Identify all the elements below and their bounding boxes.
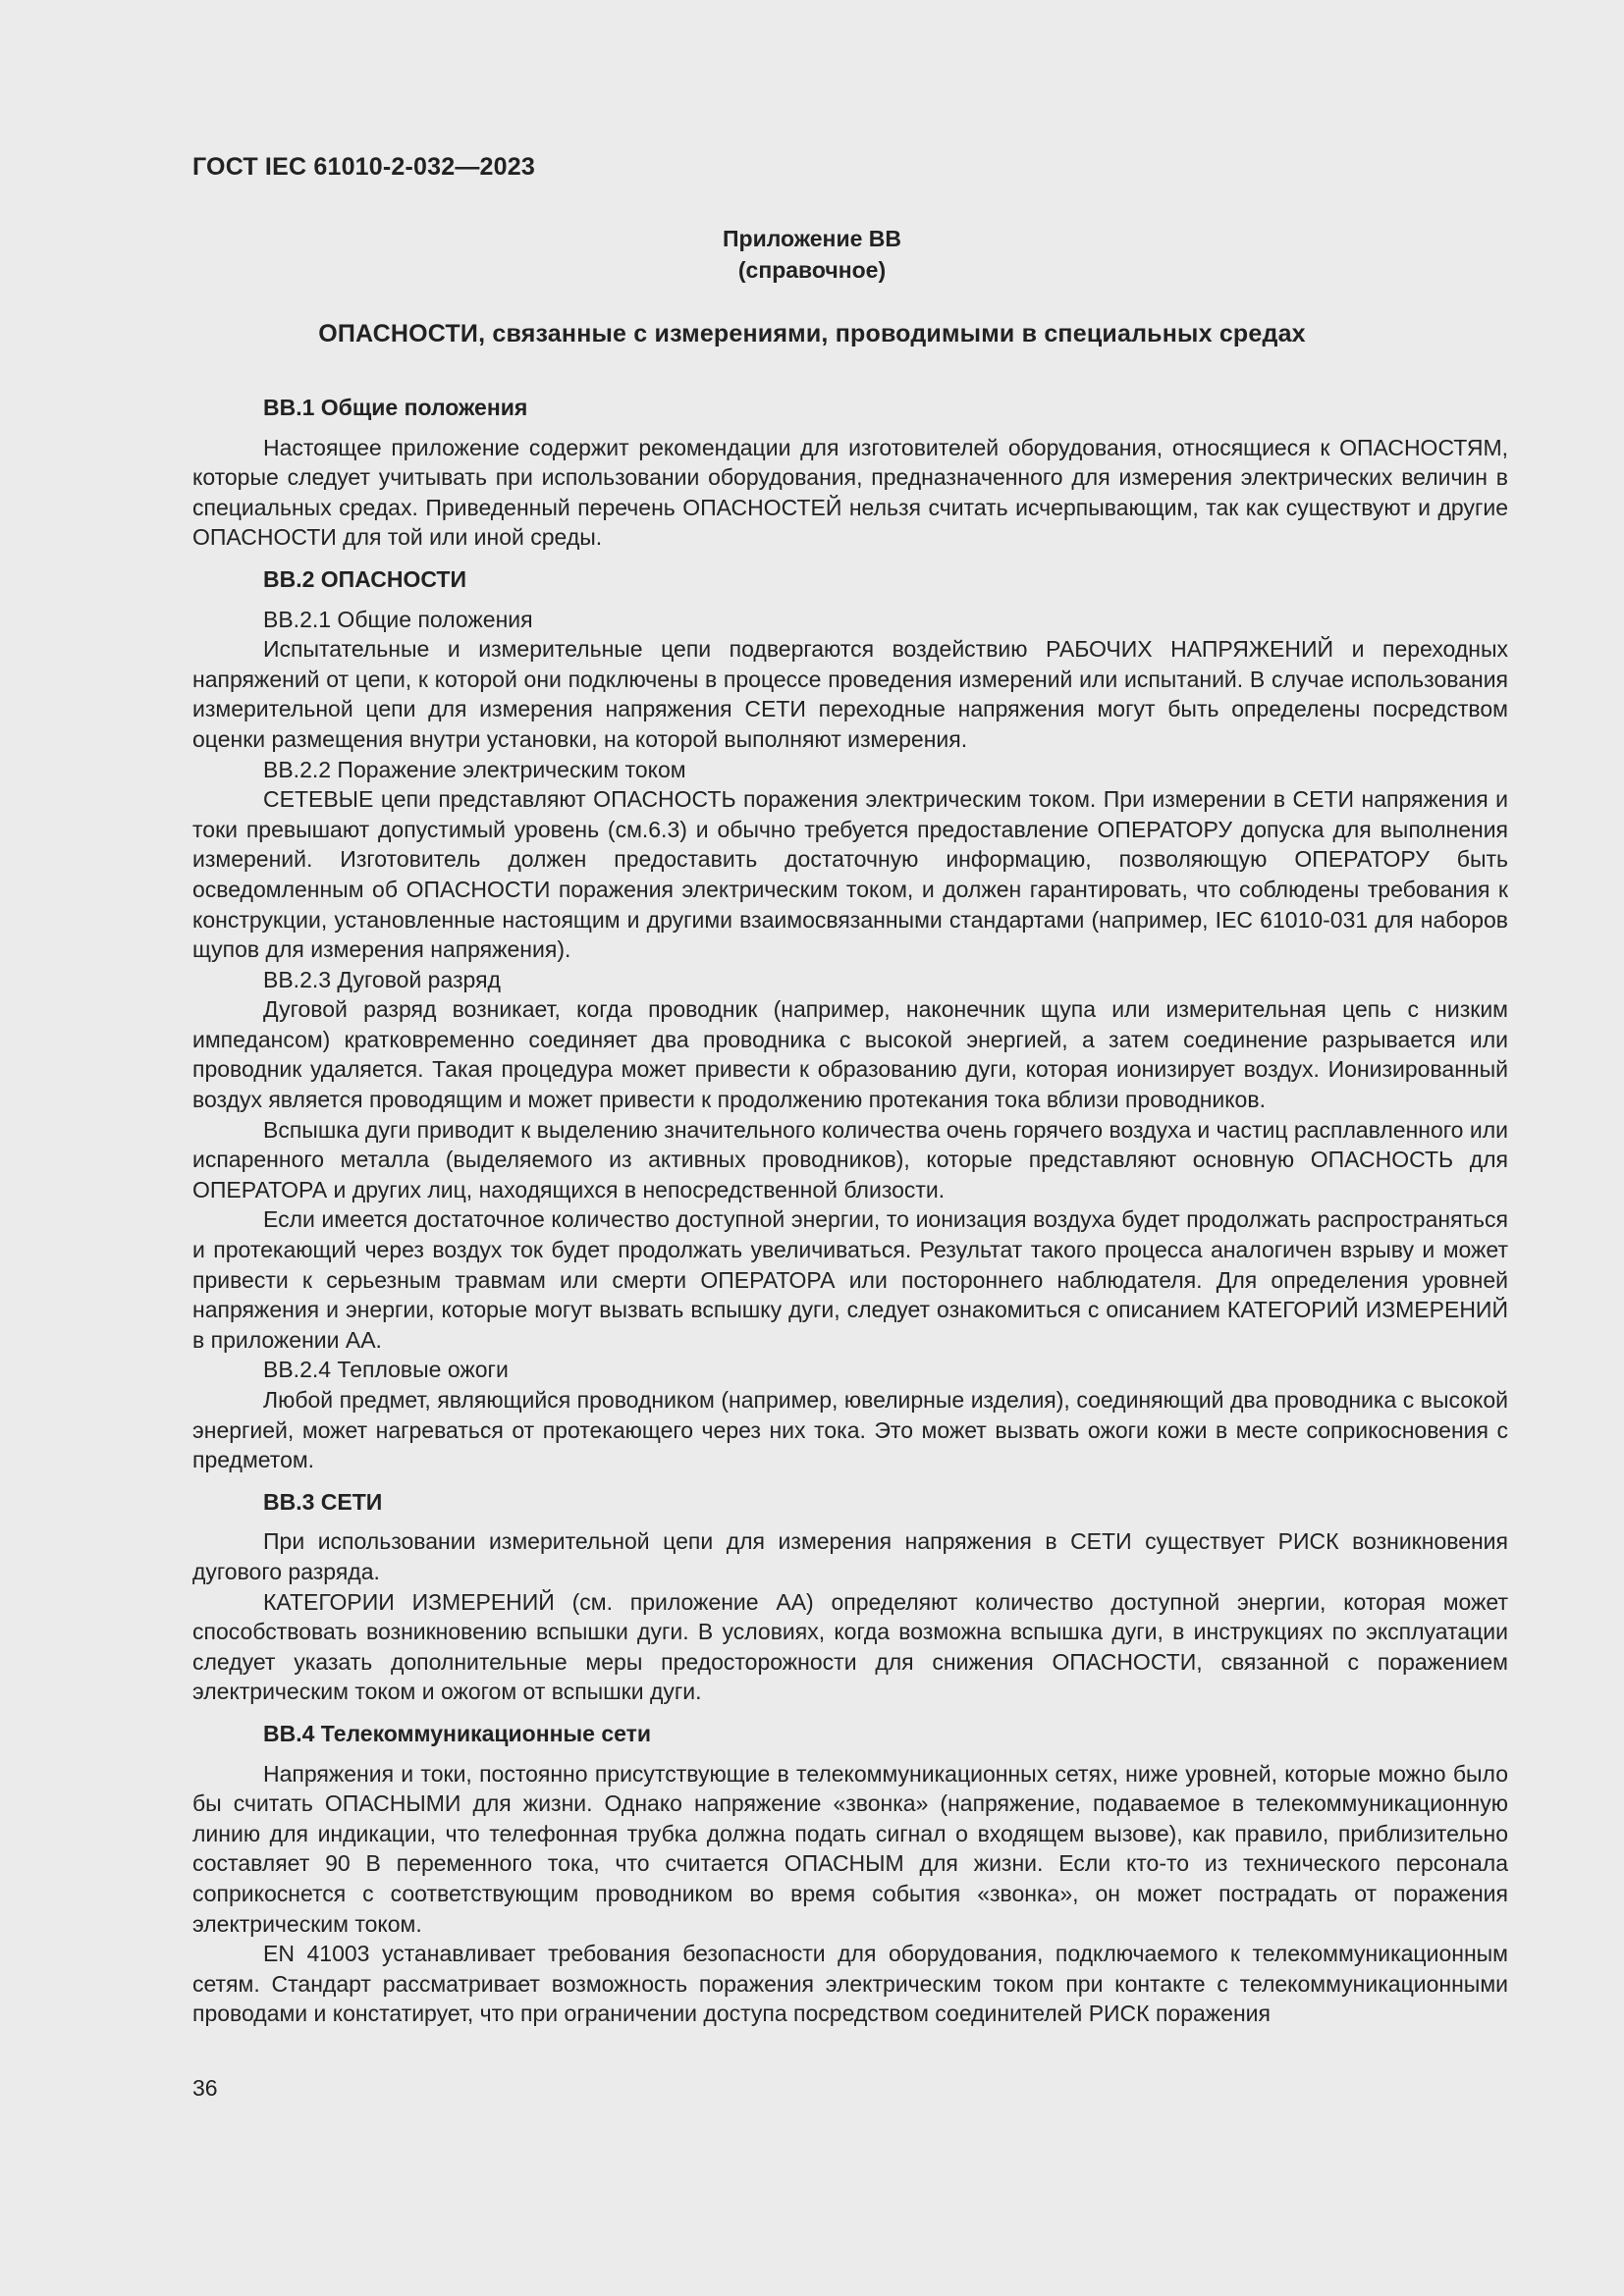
subsection-heading-bb2-2: ВВ.2.2 Поражение электрическим током (263, 756, 686, 782)
paragraph: Любой предмет, являющийся проводником (например, ювелирные изделия), соединяющий два проводника с высокой энергией, может нагреваться от протекающего через них тока. Это может вызвать ожоги кожи в месте соприкосновения с предметом. (192, 1387, 1508, 1473)
paragraph: При использовании измерительной цепи для измерения напряжения в СЕТИ существует РИСК возникновения дугового разряда. (192, 1528, 1508, 1584)
paragraph: Вспышка дуги приводит к выделению значительного количества очень горячего воздуха и частиц расплавленного или испаренного металла (выделяемого из активных проводников), которые представляют основную ОПАСНОСТЬ для ОПЕРАТОРА и других лиц, находящихся в непосредственной близости. (192, 1116, 1508, 1202)
paragraph: Если имеется достаточное количество доступной энергии, то ионизация воздуха будет продолжать распространяться и протекающий через воздух ток будет продолжать увеличиваться. Результат такого процесса аналогичен взрыву и может привести к серьезным травмам или смерти ОПЕРАТОРА или постороннего наблюдателя. Для определения уровней напряжения и энергии, которые могут вызвать вспышку дуги, следует ознакомиться с описанием КАТЕГОРИЙ ИЗМЕРЕНИЙ в приложении АА. (192, 1206, 1508, 1353)
paragraph: КАТЕГОРИИ ИЗМЕРЕНИЙ (см. приложение АА) определяют количество доступной энергии, которая может способствовать возникновению вспышки дуги. В условиях, когда возможна вспышка дуги, в инструкциях по эксплуатации следует указать дополнительные меры предосторожности для снижения ОПАСНОСТИ, связанной с поражением электрическим током и ожогом от вспышки дуги. (192, 1588, 1508, 1705)
annex-status: (справочное) (737, 257, 887, 283)
paragraph: СЕТЕВЫЕ цепи представляют ОПАСНОСТЬ поражения электрическим током. При измерении в СЕТИ напряжения и токи превышают допустимый уровень (см.6.3) и обычно требуется предоставление ОПЕРАТОРУ допуска для выполнения измерений. Изготовитель должен предоставить достаточную информацию, позволяющую ОПЕРАТОРУ быть осведомленным об ОПАСНОСТИ поражения электрическим током, и должен гарантировать, что соблюдены требования к конструкции, установленные настоящим и другими взаимосвязанными стандартами (например, IEC 61010-031 для наборов щупов для измерения напряжения). (192, 786, 1508, 963)
document-title: ОПАСНОСТИ, связанные с измерениями, проводимыми в специальных средах (318, 320, 1306, 347)
annex-title: Приложение ВВ (722, 226, 901, 251)
document-body (192, 393, 1508, 2029)
section-heading-bb3: ВВ.3 СЕТИ (263, 1488, 383, 1515)
paragraph: Настоящее приложение содержит рекомендации для изготовителей оборудования, относящиеся к ОПАСНОСТЯМ, которые следует учитывать при использовании оборудования, предназначенного для измерения электрических величин в специальных средах. Приведенный перечень ОПАСНОСТЕЙ нельзя считать исчерпывающим, так как существуют и другие ОПАСНОСТИ для той или иной среды. (192, 434, 1508, 551)
paragraph: Испытательные и измерительные цепи подвергаются воздействию РАБОЧИХ НАПРЯЖЕНИЙ и переходных напряжений от цепи, к которой они подключены в процессе проведения измерений или испытаний. В случае использования измерительной цепи для измерения напряжения СЕТИ переходные напряжения могут быть определены посредством оценки размещения внутри установки, на которой выполняют измерения. (192, 636, 1508, 752)
subsection-heading-bb2-4: ВВ.2.4 Тепловые ожоги (263, 1357, 509, 1383)
paragraph: Напряжения и токи, постоянно присутствующие в телекоммуникационных сетях, ниже уровней, которые можно было бы считать ОПАСНЫМИ для жизни. Однако напряжение «звонка» (напряжение, подаваемое в телекоммуникационную линию для индикации, что телефонная трубка должна подать сигнал о входящем вызове), как правило, приблизительно составляет 90 В переменного тока, что считается ОПАСНЫМ для жизни. Если кто-то из технического персонала соприкоснется с соответствующим проводником во время события «звонка», он может пострадать от поражения электрическим током. (192, 1760, 1508, 1937)
subsection-heading-bb2-1: ВВ.2.1 Общие положения (263, 606, 533, 632)
section-heading-bb2: ВВ.2 ОПАСНОСТИ (263, 565, 466, 592)
paragraph: Дуговой разряд возникает, когда проводник (например, наконечник щупа или измерительная цепь с низким импедансом) кратковременно соединяет два проводника с высокой энергией, а затем соединение разрывается или проводник удаляется. Такая процедура может привести к образованию дуги, которая ионизирует воздух. Ионизированный воздух является проводящим и может привести к продолжению протекания тока вблизи проводников. (192, 996, 1508, 1113)
subsection-heading-bb2-3: ВВ.2.3 Дуговой разряд (263, 966, 501, 992)
page-number: 36 (192, 2075, 218, 2101)
standard-header: ГОСТ IEC 61010-2-032—2023 (192, 153, 535, 181)
section-heading-bb4: ВВ.4 Телекоммуникационные сети (263, 1720, 652, 1746)
section-heading-bb1: ВВ.1 Общие положения (263, 395, 528, 420)
paragraph: EN 41003 устанавливает требования безопасности для оборудования, подключаемого к телекоммуникационным сетям. Стандарт рассматривает возможность поражения электрическим током при контакте с телекоммуникационными проводами и констатирует, что при ограничении доступа посредством соединителей РИСК поражения (192, 1941, 1508, 2027)
